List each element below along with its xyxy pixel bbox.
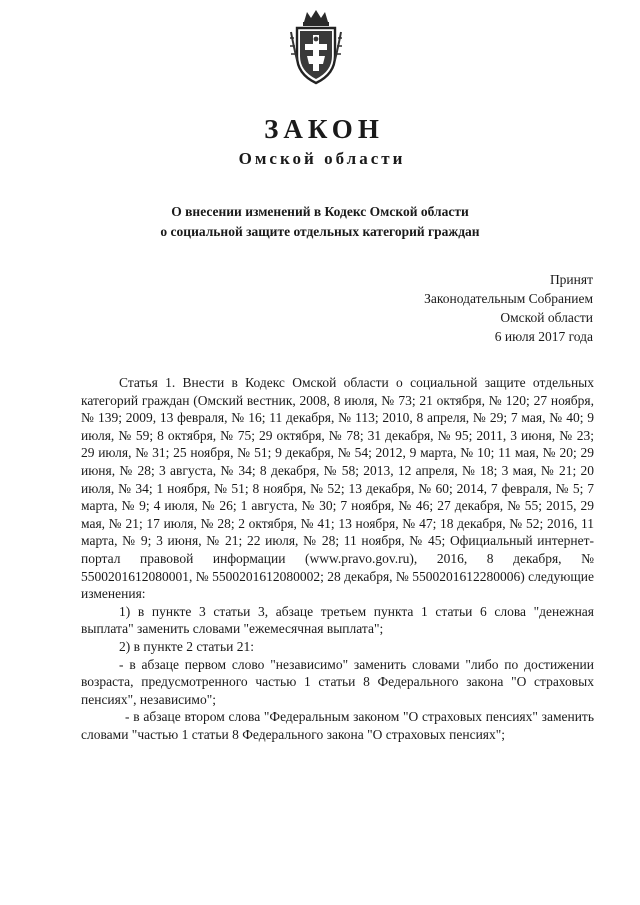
adoption-line: Законодательным Собранием: [424, 291, 593, 306]
adoption-block: [424, 270, 593, 346]
law-subtitle: Омской области: [238, 149, 406, 168]
law-title: ЗАКОН: [264, 114, 384, 144]
document-heading: [60, 202, 580, 242]
list-item: 1) в пункте 3 статьи 3, абзаце третьем пункта 1 статьи 6 слова "денежная выплата" заменить словами "ежемесячная выплата";: [81, 603, 594, 637]
law-body: [81, 374, 594, 743]
document-heading-line: О внесении изменений в Кодекс Омской области: [171, 204, 469, 219]
list-item: - в абзаце втором слова "Федеральным законом "О страховых пенсиях" заменить словами "частью 1 статьи 8 Федерального закона "О страховых пенсиях";: [81, 709, 594, 742]
omsk-coat-of-arms-icon: [287, 8, 345, 86]
article-1-paragraph: Статья 1. Внести в Кодекс Омской области о социальной защите отдельных категорий граждан (Омский вестник, 2008, 8 июля, № 73; 21 октября, № 120; 27 ноября, № 139; 2009, 13 февраля, № 16; 11 декабря, № 113; 2010, 8 апреля, № 29; 7 мая, № 40; 9 июля, № 59; 8 октября, № 75; 29 октября, № 78; 31 декабря, № 95; 2011, 3 июня, № 23; 29 июля, № 31; 25 ноября, № 51; 9 декабря, № 54; 2012, 9 марта, № 10; 11 мая, № 20; 29 июня, № 28; 3 августа, № 34; 8 декабря, № 58; 2013, 12 апреля, № 18; 3 мая, № 21; 20 июля, № 34; 1 ноября, № 51; 8 ноября, № 52; 13 декабря, № 60; 2014, 7 февраля, № 5; 7 марта, № 9; 4 июля, № 26; 1 августа, № 30; 7 ноября, № 46; 27 декабря, № 55; 2015, 29 мая, № 21; 17 июля, № 28; 2 октября, № 41; 13 ноября, № 47; 18 декабря, № 52; 2016, 11 марта, № 9; 3 июня, № 21; 22 июля, № 28; 11 ноября, № 45; Официальный интернет-портал правовой информации (www.pravo.gov.ru), 2016, 8 декабря, № 5500201612080001, № 5500201612080002; 28 декабря, № 5500201612280006) следующие изменения:: [81, 375, 594, 602]
adoption-date: 6 июля 2017 года: [494, 329, 593, 344]
list-item: - в абзаце первом слово "независимо" заменить словами "либо по достижении возраста, предусмотренного частью 1 статьи 8 Федерального закона "О страховых пенсиях", независимо";: [81, 656, 594, 707]
document-heading-line: о социальной защите отдельных категорий граждан: [160, 224, 480, 239]
adoption-line: Омской области: [500, 310, 593, 325]
adoption-line: Принят: [549, 272, 593, 287]
list-item: 2) в пункте 2 статьи 21:: [119, 638, 254, 654]
